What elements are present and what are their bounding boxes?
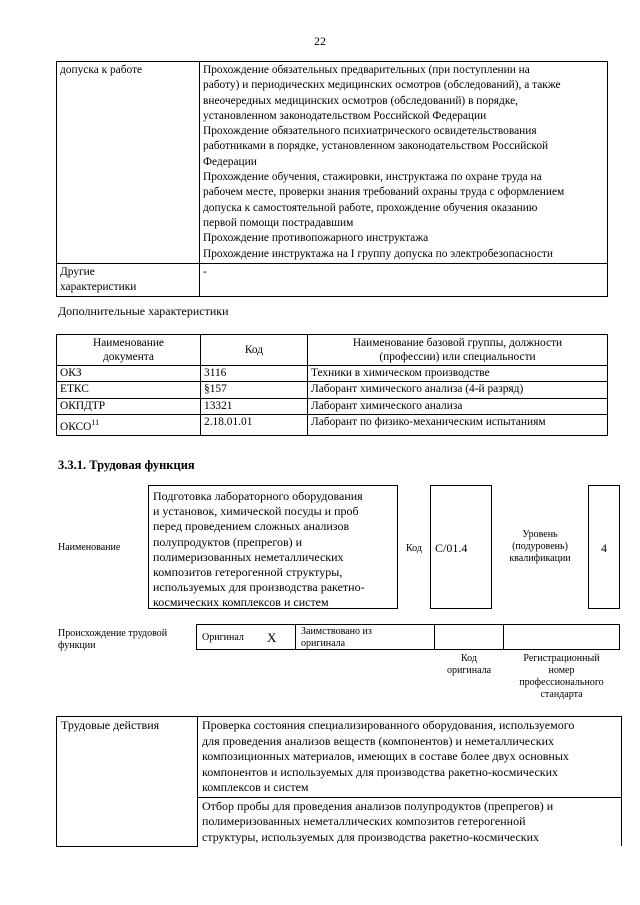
name-line: полупродуктов (препрегов) и xyxy=(153,534,303,549)
doc-cell: ОКЗ xyxy=(57,366,201,382)
caption-line: номер xyxy=(548,665,575,676)
name-line: перед проведением сложных анализов xyxy=(153,519,350,534)
additional-characteristics-table xyxy=(56,334,608,436)
other-characteristics-label xyxy=(57,263,200,297)
caption-line: профессионального xyxy=(519,677,604,688)
original-mark: X xyxy=(267,630,277,645)
caption-line: стандарта xyxy=(540,689,583,700)
table-row xyxy=(57,414,608,435)
doc-text: ОКСО xyxy=(60,420,92,433)
requirements-table xyxy=(56,61,608,297)
requirement-line: внеочередных медицинских осмотров (обследований) в порядке, xyxy=(203,94,518,107)
requirement-line: рабочем месте, проверки знания требований охраны труда с оформлением xyxy=(203,186,565,199)
requirement-line: Федерации xyxy=(203,155,257,168)
name-line: используемых для производства ракетно- xyxy=(153,580,365,595)
label-line: оригинала xyxy=(301,638,346,649)
name-line: Подготовка лабораторного оборудования xyxy=(153,489,363,503)
requirement-line: работу) и периодических медицинских осмотров (обследований), а также xyxy=(203,79,561,92)
caption-line: Код xyxy=(461,653,477,664)
code-cell: 13321 xyxy=(201,398,308,414)
table-row xyxy=(57,366,608,382)
name-label: Наименование xyxy=(58,542,121,553)
registration-number-caption xyxy=(503,653,620,701)
requirement-line: допуска к самостоятельной работе, прохождение обучения оказанию xyxy=(203,201,538,214)
label-line: Другие xyxy=(60,265,95,278)
name-line: и установок, химической посуды и проб xyxy=(153,504,359,519)
additional-characteristics-title: Дополнительные характеристики xyxy=(58,304,229,318)
requirement-line: Прохождение обязательных предварительных (при поступлении на xyxy=(203,64,530,76)
admission-label: допуска к работе xyxy=(57,62,200,264)
origin-original-cell xyxy=(196,624,296,650)
requirement-line: установленном законодательством Российской Федерации xyxy=(203,109,487,122)
registration-number-cell xyxy=(503,624,620,650)
requirement-line: Прохождение обучения, стажировки, инструктажа по охране труда на xyxy=(203,171,542,184)
name-cell: Лаборант по физико-механическим испытаниям xyxy=(308,414,608,435)
table-row xyxy=(57,382,608,398)
action-line: для проведения анализов веществ (компонентов) и неметаллических xyxy=(202,733,555,748)
requirement-line: работниками в порядке, установленном законодательством Российской xyxy=(203,140,549,153)
doc-cell: ЕТКС xyxy=(57,382,201,398)
name-cell: Лаборант химического анализа (4-й разряд) xyxy=(308,382,608,398)
requirement-line: Прохождение инструктажа на I группу допуска по электробезопасности xyxy=(203,247,553,260)
other-characteristics-value: - xyxy=(200,263,608,297)
label-line: Заимствовано из xyxy=(301,626,372,637)
code-label: Код xyxy=(406,543,422,554)
table-header-row xyxy=(57,335,608,366)
doc-cell: ОКПДТР xyxy=(57,398,201,414)
admission-requirements xyxy=(200,62,608,264)
name-line: полимеризованных неметаллических xyxy=(153,549,344,564)
requirement-line: первой помощи пострадавшим xyxy=(203,216,354,229)
table-row xyxy=(57,62,608,264)
caption-line: оригинала xyxy=(446,665,492,676)
requirement-line: Прохождение противопожарного инструктажа xyxy=(203,232,429,245)
header-document xyxy=(57,335,201,366)
header-name xyxy=(308,335,608,366)
labor-actions-label: Трудовые действия xyxy=(57,717,198,847)
action-line: комплексов и систем xyxy=(202,780,309,794)
table-row xyxy=(57,398,608,414)
origin-borrowed-cell xyxy=(295,624,435,650)
header-line: Наименование базовой группы, должности xyxy=(352,337,563,349)
action-line: Проверка состояния специализированного оборудования, используемого xyxy=(202,718,575,732)
label-line: Уровень xyxy=(522,529,558,540)
label-line: характеристики xyxy=(60,281,137,294)
header-code: Код xyxy=(201,335,308,366)
label-line: функции xyxy=(58,640,96,651)
header-line: документа xyxy=(103,351,154,363)
labor-action-item xyxy=(198,797,622,846)
label-line: (подуровень) xyxy=(512,541,568,552)
header-line: Наименование xyxy=(93,337,164,349)
labor-action-item xyxy=(198,717,622,798)
footnote-ref: 11 xyxy=(91,417,100,427)
labor-function-name xyxy=(148,485,398,609)
section-title: 3.3.1. Трудовая функция xyxy=(58,458,195,472)
label-line: Происхождение трудовой xyxy=(58,628,168,639)
qualification-level-value: 4 xyxy=(588,485,620,609)
name-cell: Лаборант химического анализа xyxy=(308,398,608,414)
name-line: композитов гетерогенной структуры, xyxy=(153,565,343,580)
origin-label xyxy=(58,628,167,652)
name-line: космических комплексов и систем xyxy=(153,595,329,610)
header-line: (профессии) или специальности xyxy=(379,351,536,363)
name-cell: Техники в химическом производстве xyxy=(308,366,608,382)
code-cell: §157 xyxy=(201,382,308,398)
page-number: 22 xyxy=(314,34,326,48)
label-line: квалификации xyxy=(509,553,571,564)
action-line: композиционных материалов, имеющих в составе более двух основных xyxy=(202,749,569,763)
action-line: компонентов и используемых для производства ракетно-космических xyxy=(202,764,559,779)
original-code-cell xyxy=(434,624,504,650)
qualification-level-label xyxy=(496,529,584,565)
requirement-line: Прохождение обязательного психиатрического освидетельствования xyxy=(203,125,537,138)
labor-actions-table xyxy=(56,716,622,847)
code-cell: 3116 xyxy=(201,366,308,382)
doc-cell xyxy=(57,414,201,435)
caption-line: Регистрационный xyxy=(523,653,600,664)
table-row xyxy=(57,263,608,297)
code-value: C/01.4 xyxy=(430,485,492,609)
original-label: Оригинал xyxy=(202,632,244,643)
action-line: структуры, используемых для производства ракетно-космических xyxy=(202,829,540,844)
original-code-caption xyxy=(434,653,504,677)
action-line: полимеризованных неметаллических композитов гетерогенной xyxy=(202,814,526,828)
code-cell: 2.18.01.01 xyxy=(201,414,308,435)
action-line: Отбор пробы для проведения анализов полупродуктов (препрегов) и xyxy=(202,798,554,813)
table-row xyxy=(57,717,622,798)
